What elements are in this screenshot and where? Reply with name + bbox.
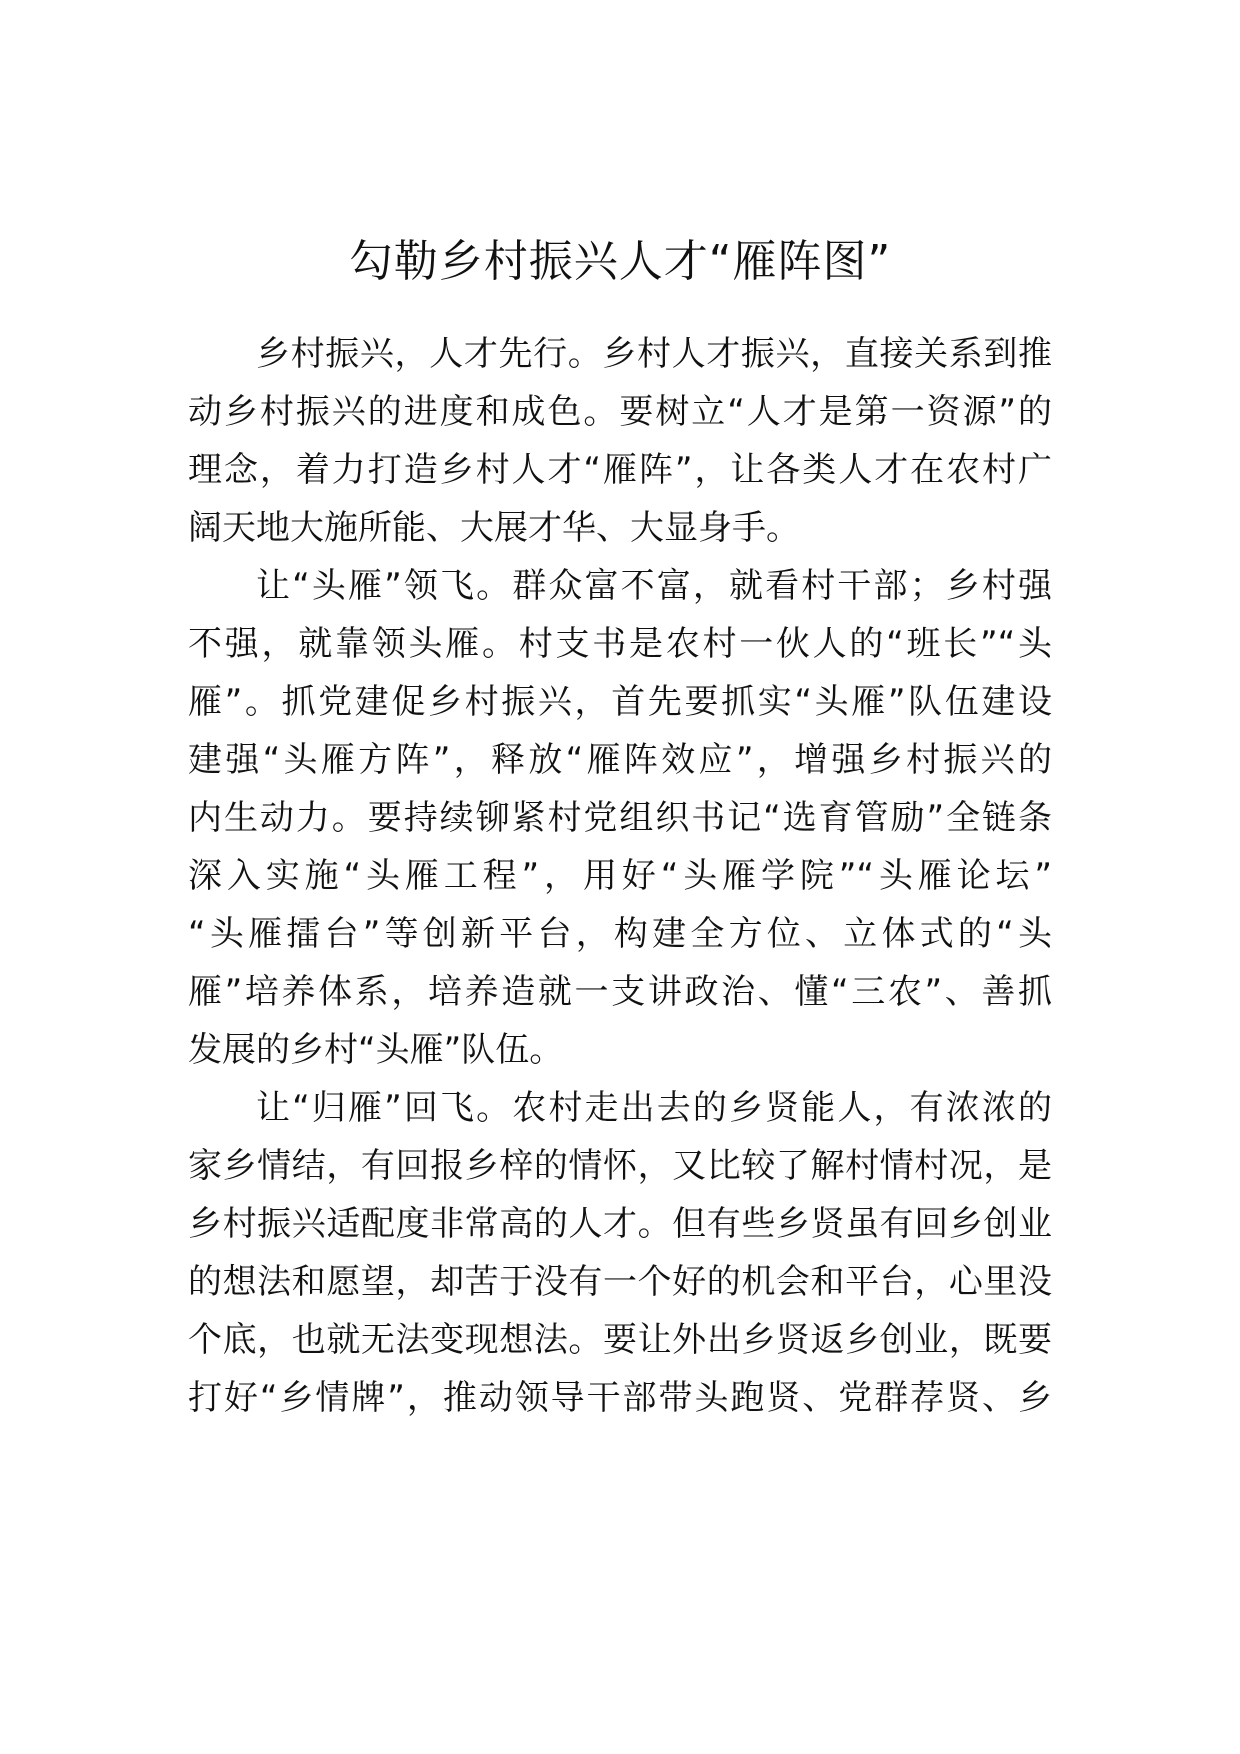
body-line: 乡村振兴适配度非常高的人才。但有些乡贤虽有回乡创业 (188, 1204, 1052, 1244)
body-line: 个底，也就无法变现想法。要让外出乡贤返乡创业，既要 (188, 1320, 1052, 1360)
body-line: 深入实施“头雁工程”，用好“头雁学院”“头雁论坛” (188, 856, 1052, 896)
document-title: 勾勒乡村振兴人才“雁阵图” (348, 236, 892, 287)
body-line: 乡村振兴，人才先行。乡村人才振兴，直接关系到推 (256, 334, 1052, 374)
body-line: 打好“乡情牌”，推动领导干部带头跑贤、党群荐贤、乡 (188, 1378, 1052, 1418)
body-line: “头雁擂台”等创新平台，构建全方位、立体式的“头 (188, 914, 1052, 954)
body-line: 让“归雁”回飞。农村走出去的乡贤能人，有浓浓的 (256, 1088, 1052, 1128)
body-line: 建强“头雁方阵”，释放“雁阵效应”，增强乡村振兴的 (188, 740, 1052, 780)
body-line: 的想法和愿望，却苦于没有一个好的机会和平台，心里没 (188, 1262, 1052, 1302)
body-line: 雁”培养体系，培养造就一支讲政治、懂“三农”、善抓 (188, 972, 1052, 1012)
body-line: 动乡村振兴的进度和成色。要树立“人才是第一资源”的 (188, 392, 1052, 432)
body-line: 家乡情结，有回报乡梓的情怀，又比较了解村情村况，是 (188, 1146, 1052, 1186)
body-line: 内生动力。要持续铆紧村党组织书记“选育管励”全链条 (188, 798, 1052, 838)
body-line: 雁”。抓党建促乡村振兴，首先要抓实“头雁”队伍建设 (188, 682, 1052, 722)
body-line: 让“头雁”领飞。群众富不富，就看村干部；乡村强 (256, 566, 1052, 606)
body-line: 阔天地大施所能、大展才华、大显身手。 (188, 508, 800, 548)
body-line: 不强，就靠领头雁。村支书是农村一伙人的“班长”“头 (188, 624, 1052, 664)
body-line: 发展的乡村“头雁”队伍。 (188, 1030, 564, 1070)
body-line: 理念，着力打造乡村人才“雁阵”，让各类人才在农村广 (188, 450, 1052, 490)
